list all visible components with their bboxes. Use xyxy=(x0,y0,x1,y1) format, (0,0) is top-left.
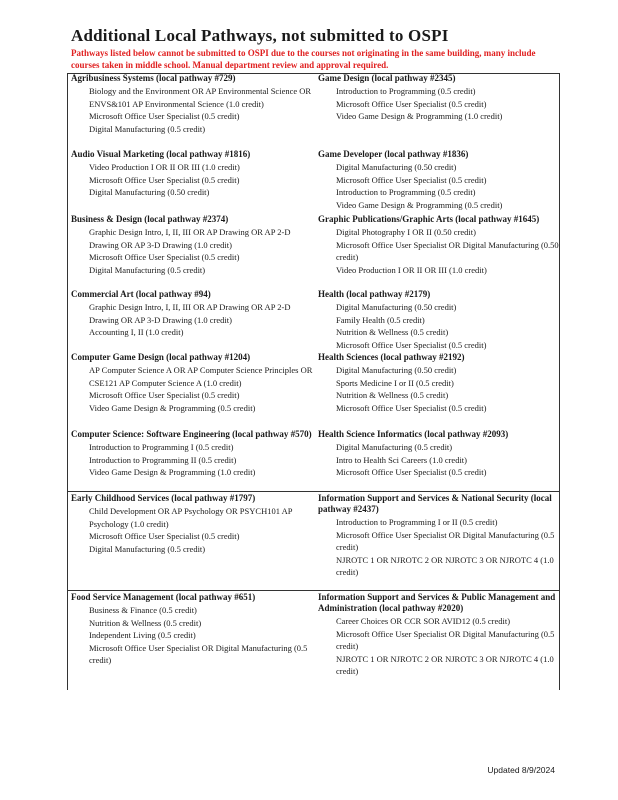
course-text: Intro to Health Sci Careers (1.0 credit) xyxy=(336,454,467,465)
course-item xyxy=(71,604,313,617)
course-item xyxy=(318,516,560,529)
course-text: NJROTC 1 OR NJROTC 2 OR NJROTC 3 OR NJROTC 4 (1.0 credit) xyxy=(336,554,554,577)
pathway-title: Computer Science: Software Engineering (local pathway #570) xyxy=(71,429,312,439)
course-text: Digital Manufacturing (0.5 credit) xyxy=(336,442,453,452)
course-item xyxy=(318,402,560,415)
page-title: Additional Local Pathways, not submitted to OSPI xyxy=(71,26,449,45)
pathway-block xyxy=(318,592,560,678)
course-list xyxy=(318,615,560,678)
course-item xyxy=(318,339,560,352)
course-text: Independent Living (0.5 credit) xyxy=(89,630,196,640)
pathway-block xyxy=(71,429,313,479)
course-item xyxy=(71,629,313,642)
course-text: Video Game Design & Programming (1.0 credit) xyxy=(89,467,256,477)
course-item xyxy=(71,402,313,415)
course-text: Business & Finance (0.5 credit) xyxy=(89,605,197,615)
course-item xyxy=(318,389,560,402)
course-list xyxy=(71,301,313,339)
course-item xyxy=(71,226,313,251)
course-text: Microsoft Office User Specialist (0.5 credit) xyxy=(336,339,487,350)
pathway-title: Information Support and Services & Public Management and Administration (local pathway #2020) xyxy=(318,592,556,613)
course-item xyxy=(71,617,313,630)
course-list xyxy=(318,441,560,479)
course-item xyxy=(318,98,560,111)
course-text: Digital Photography I OR II (0.50 credit) xyxy=(336,227,476,237)
pathway-block xyxy=(318,352,560,414)
pathway-title: Game Design (local pathway #2345) xyxy=(318,73,456,83)
course-item xyxy=(318,441,560,454)
course-item xyxy=(71,364,313,389)
course-text: Digital Manufacturing (0.50 credit) xyxy=(336,365,457,375)
pathway-block xyxy=(318,214,560,276)
course-text: Child Development OR AP Psychology OR PSYCH101 AP Psychology (1.0 credit) xyxy=(89,506,293,529)
pathway-title: Health Science Informatics (local pathway #2093) xyxy=(318,429,509,439)
course-list xyxy=(71,441,313,479)
course-text: Introduction to Programming (0.5 credit) xyxy=(336,187,476,197)
course-text: Microsoft Office User Specialist OR Digital Manufacturing (0.50 credit) xyxy=(336,239,559,262)
course-item xyxy=(318,264,560,277)
pathway-block xyxy=(318,289,560,351)
course-list xyxy=(71,85,313,135)
course-item xyxy=(318,326,560,339)
course-item xyxy=(318,615,560,628)
course-item xyxy=(71,326,313,339)
course-text: Video Production I OR II OR III (1.0 credit) xyxy=(336,264,487,275)
course-item xyxy=(318,226,560,239)
course-item xyxy=(318,377,560,390)
pathway-title: Early Childhood Services (local pathway #1797) xyxy=(71,493,256,503)
course-text: Microsoft Office User Specialist (0.5 credit) xyxy=(89,252,240,262)
pathway-title: Health (local pathway #2179) xyxy=(318,289,431,299)
pathway-title: Commercial Art (local pathway #94) xyxy=(71,289,211,299)
pathway-block xyxy=(71,592,313,667)
course-text: Introduction to Programming I or II (0.5 credit) xyxy=(336,517,498,527)
pathway-block xyxy=(318,73,560,123)
course-item xyxy=(318,314,560,327)
course-item xyxy=(71,123,313,136)
course-item xyxy=(318,653,560,678)
course-text: Video Production I OR II OR III (1.0 credit) xyxy=(89,162,240,172)
course-text: Sports Medicine I or II (0.5 credit) xyxy=(336,377,454,388)
pathway-title: Audio Visual Marketing (local pathway #1816) xyxy=(71,149,251,159)
course-item xyxy=(71,85,313,110)
course-text: Digital Manufacturing (0.50 credit) xyxy=(336,162,457,172)
course-text: Microsoft Office User Specialist (0.5 credit) xyxy=(336,98,487,109)
pathway-title: Game Developer (local pathway #1836) xyxy=(318,149,469,159)
course-text: Microsoft Office User Specialist (0.5 credit) xyxy=(89,111,240,121)
course-item xyxy=(71,642,313,667)
course-list xyxy=(318,301,560,351)
course-text: Introduction to Programming I (0.5 credit) xyxy=(89,442,234,452)
course-item xyxy=(318,466,560,479)
pathway-block xyxy=(71,214,313,276)
course-item xyxy=(71,389,313,402)
course-item xyxy=(318,529,560,554)
course-list xyxy=(71,364,313,414)
pathway-title: Computer Game Design (local pathway #1204) xyxy=(71,352,251,362)
course-item xyxy=(318,364,560,377)
course-item xyxy=(318,174,560,187)
course-item xyxy=(71,466,313,479)
course-text: Accounting I, II (1.0 credit) xyxy=(89,327,184,337)
course-text: Digital Manufacturing (0.5 credit) xyxy=(89,264,206,275)
course-text: Digital Manufacturing (0.5 credit) xyxy=(89,123,206,134)
course-item xyxy=(318,454,560,467)
course-text: Digital Manufacturing (0.50 credit) xyxy=(336,302,457,312)
course-list xyxy=(71,226,313,276)
course-text: Microsoft Office User Specialist (0.5 credit) xyxy=(336,467,487,477)
course-text: Microsoft Office User Specialist (0.5 credit) xyxy=(336,174,487,185)
pathway-block xyxy=(318,149,560,211)
course-text: Microsoft Office User Specialist OR Digital Manufacturing (0.5 credit) xyxy=(336,529,555,552)
course-list xyxy=(318,364,560,414)
course-item xyxy=(71,186,313,199)
course-text: Nutrition & Wellness (0.5 credit) xyxy=(336,327,449,337)
course-text: Family Health (0.5 credit) xyxy=(336,314,425,325)
pathway-title: Agribusiness Systems (local pathway #729) xyxy=(71,73,236,83)
right-column xyxy=(318,73,560,690)
course-item xyxy=(71,251,313,264)
course-text: Video Game Design & Programming (1.0 credit) xyxy=(336,111,503,121)
course-text: Microsoft Office User Specialist (0.5 credit) xyxy=(336,402,487,413)
course-item xyxy=(318,186,560,199)
course-list xyxy=(71,604,313,667)
pathway-table xyxy=(67,73,560,690)
course-list xyxy=(318,161,560,211)
pathway-block xyxy=(71,289,313,339)
updated-date: Updated 8/9/2024 xyxy=(487,765,555,775)
pathway-title: Information Support and Services & National Security (local pathway #2437) xyxy=(318,493,552,514)
course-item xyxy=(71,530,313,543)
pathway-block xyxy=(318,429,560,479)
course-item xyxy=(71,110,313,123)
course-item xyxy=(318,239,560,264)
pathway-title: Health Sciences (local pathway #2192) xyxy=(318,352,465,362)
course-text: Video Game Design & Programming (0.5 credit) xyxy=(336,199,503,210)
course-item xyxy=(318,85,560,98)
pathway-block xyxy=(318,493,560,579)
course-text: Digital Manufacturing (0.50 credit) xyxy=(89,187,210,197)
course-list xyxy=(318,226,560,276)
course-list xyxy=(71,161,313,199)
course-text: Career Choices OR CCR SOR AVID12 (0.5 credit) xyxy=(336,616,511,626)
course-text: Microsoft Office User Specialist (0.5 credit) xyxy=(89,531,240,541)
course-item xyxy=(71,505,313,530)
course-text: Introduction to Programming (0.5 credit) xyxy=(336,86,476,96)
course-item xyxy=(318,199,560,212)
course-text: Graphic Design Intro, I, II, III OR AP Drawing OR AP 2-D Drawing OR AP 3-D Drawing (1.0 credit) xyxy=(89,302,291,325)
course-text: Nutrition & Wellness (0.5 credit) xyxy=(89,617,202,628)
course-text: Microsoft Office User Specialist (0.5 credit) xyxy=(89,390,240,400)
left-column xyxy=(71,73,313,690)
course-item xyxy=(318,110,560,123)
pathway-title: Food Service Management (local pathway #651) xyxy=(71,592,256,602)
review-notice: Pathways listed below cannot be submitted to OSPI due to the courses not originating in the same building, many include courses taken in middle school. Manual department review and approval required. xyxy=(71,48,536,70)
pathway-block xyxy=(71,149,313,199)
course-item xyxy=(318,301,560,314)
course-list xyxy=(318,516,560,579)
course-text: AP Computer Science A OR AP Computer Science Principles OR CSE121 AP Computer Science A (1.0 credit) xyxy=(89,365,313,388)
course-item xyxy=(71,264,313,277)
course-text: Nutrition & Wellness (0.5 credit) xyxy=(336,390,449,400)
course-text: Microsoft Office User Specialist (0.5 credit) xyxy=(89,174,240,185)
course-text: Microsoft Office User Specialist OR Digital Manufacturing (0.5 credit) xyxy=(89,642,308,665)
course-text: Video Game Design & Programming (0.5 credit) xyxy=(89,402,256,413)
course-list xyxy=(318,85,560,123)
pathway-block xyxy=(71,73,313,135)
course-text: Microsoft Office User Specialist OR Digital Manufacturing (0.5 credit) xyxy=(336,628,555,651)
course-text: Biology and the Environment OR AP Environmental Science OR ENVS&101 AP Environmental Science (1.0 credit) xyxy=(89,86,312,109)
course-item xyxy=(318,628,560,653)
course-text: Introduction to Programming II (0.5 credit) xyxy=(89,454,237,465)
course-item xyxy=(71,301,313,326)
course-item xyxy=(71,441,313,454)
course-item xyxy=(71,174,313,187)
course-item xyxy=(71,543,313,556)
course-item xyxy=(71,454,313,467)
course-list xyxy=(71,505,313,555)
course-item xyxy=(71,161,313,174)
pathway-block xyxy=(71,493,313,555)
pathway-title: Business & Design (local pathway #2374) xyxy=(71,214,229,224)
course-item xyxy=(318,554,560,579)
pathway-block xyxy=(71,352,313,414)
course-text: Graphic Design Intro, I, II, III OR AP Drawing OR AP 2-D Drawing OR AP 3-D Drawing (1.0 credit) xyxy=(89,227,291,250)
course-item xyxy=(318,161,560,174)
course-text: Digital Manufacturing (0.5 credit) xyxy=(89,543,206,554)
pathway-title: Graphic Publications/Graphic Arts (local pathway #1645) xyxy=(318,214,540,224)
course-text: NJROTC 1 OR NJROTC 2 OR NJROTC 3 OR NJROTC 4 (1.0 credit) xyxy=(336,653,554,676)
